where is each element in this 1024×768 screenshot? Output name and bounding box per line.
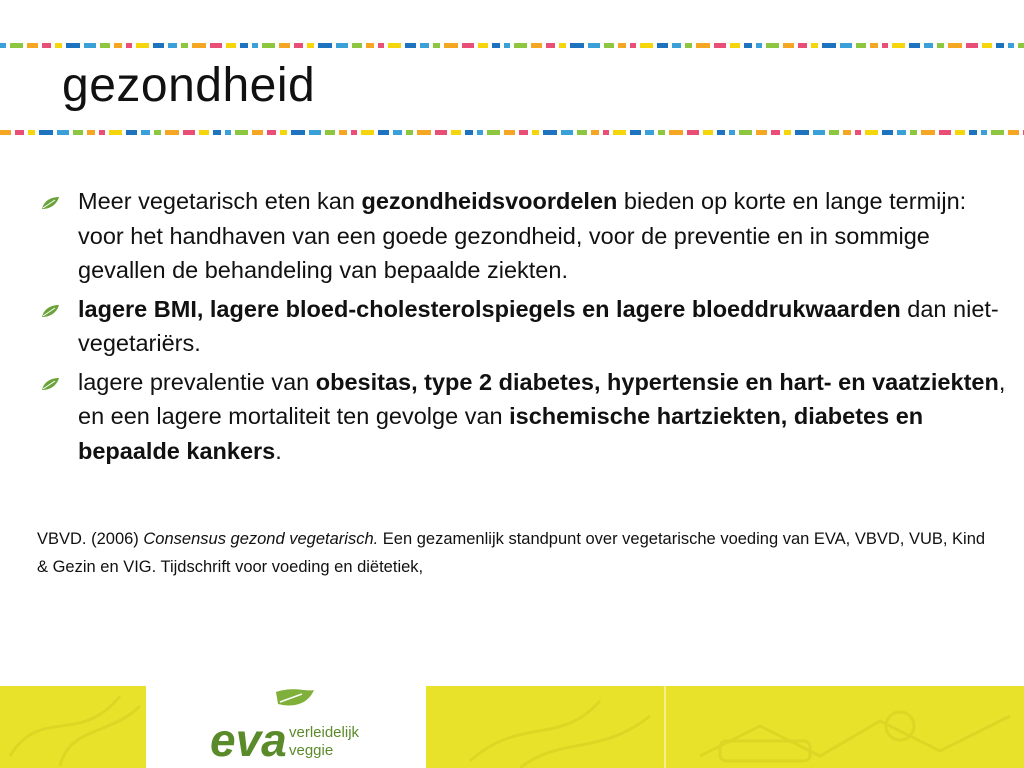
dash-segment: [543, 130, 557, 135]
dash-segment: [165, 130, 179, 135]
dash-segment: [84, 43, 96, 48]
page-title: gezondheid: [62, 59, 316, 112]
dash-segment: [703, 130, 713, 135]
dash-segment: [559, 43, 566, 48]
dash-segment: [630, 130, 641, 135]
dash-segment: [66, 43, 80, 48]
dash-segment: [939, 130, 951, 135]
dash-segment: [618, 43, 626, 48]
dash-segment: [948, 43, 962, 48]
dash-segment: [640, 43, 653, 48]
dash-segment: [478, 43, 488, 48]
dash-segment: [291, 130, 305, 135]
bullet-item: [36, 184, 1011, 288]
dash-segment: [309, 130, 321, 135]
dash-segment: [87, 130, 95, 135]
dash-segment: [504, 43, 510, 48]
dash-segment: [570, 43, 584, 48]
dash-segment: [378, 43, 384, 48]
dash-segment: [591, 130, 599, 135]
dash-segment: [604, 43, 614, 48]
dash-segment: [465, 130, 473, 135]
dash-segment: [235, 130, 248, 135]
dash-segment: [226, 43, 236, 48]
dash-segment: [966, 43, 978, 48]
dash-segment: [487, 130, 500, 135]
dash-segment: [492, 43, 500, 48]
dash-segment: [744, 43, 752, 48]
dash-segment: [756, 43, 762, 48]
dash-segment: [388, 43, 401, 48]
dash-segment: [307, 43, 314, 48]
dash-segment: [444, 43, 458, 48]
dash-segment: [0, 130, 11, 135]
dash-segment: [855, 130, 861, 135]
dash-segment: [57, 130, 69, 135]
dash-segment: [981, 130, 987, 135]
dash-segment: [280, 130, 287, 135]
bullet-item: [36, 292, 1011, 361]
dash-segment: [588, 43, 600, 48]
dash-segment: [955, 130, 965, 135]
dash-segment: [672, 43, 681, 48]
dash-segment: [739, 130, 752, 135]
dash-segment: [504, 130, 515, 135]
dash-segment: [28, 130, 35, 135]
dash-segment: [910, 130, 917, 135]
dash-segment: [546, 43, 555, 48]
dash-segment: [210, 43, 222, 48]
dash-segment: [937, 43, 944, 48]
dash-segment: [924, 43, 933, 48]
dash-segment: [829, 130, 839, 135]
dash-segment: [325, 130, 335, 135]
dash-segment: [405, 43, 416, 48]
dash-segment: [714, 43, 726, 48]
dash-segment: [784, 130, 791, 135]
dash-segment: [55, 43, 62, 48]
dash-segment: [730, 43, 740, 48]
dash-segment: [378, 130, 389, 135]
dash-segment: [0, 43, 6, 48]
dash-segment: [645, 130, 654, 135]
dash-segment: [262, 43, 275, 48]
dash-segment: [514, 43, 527, 48]
dash-segment: [339, 130, 347, 135]
dash-segment: [603, 130, 609, 135]
dash-segment: [42, 43, 51, 48]
dash-segment: [168, 43, 177, 48]
dash-segment: [613, 130, 626, 135]
decorative-dash-line-bottom: [0, 130, 1024, 135]
bullet-text: Meer vegetarisch eten kan gezondheidsvoordelen bieden op korte en lange termijn: voor het handhaven van een goede gezondheid, voor de preventie en in sommige gevallen de behandeling van bepaalde ziekten.: [78, 188, 967, 283]
dash-segment: [126, 130, 137, 135]
dash-segment: [73, 130, 83, 135]
dash-segment: [225, 130, 231, 135]
dash-segment: [141, 130, 150, 135]
dash-segment: [393, 130, 402, 135]
dash-segment: [252, 130, 263, 135]
dash-segment: [420, 43, 429, 48]
leaf-bullet-icon: [40, 196, 60, 210]
dash-segment: [531, 43, 542, 48]
dash-segment: [882, 43, 888, 48]
dash-segment: [126, 43, 132, 48]
dash-segment: [154, 130, 161, 135]
dash-segment: [462, 43, 474, 48]
dash-segment: [882, 130, 893, 135]
dash-segment: [451, 130, 461, 135]
dash-segment: [1008, 43, 1014, 48]
dash-segment: [822, 43, 836, 48]
dash-segment: [729, 130, 735, 135]
dash-segment: [100, 43, 110, 48]
dash-segment: [717, 130, 725, 135]
dash-segment: [153, 43, 164, 48]
dash-segment: [892, 43, 905, 48]
dash-segment: [417, 130, 431, 135]
dash-segment: [843, 130, 851, 135]
dash-segment: [991, 130, 1004, 135]
dash-segment: [183, 130, 195, 135]
logo-line2: veggie: [289, 742, 334, 759]
dash-segment: [771, 130, 780, 135]
dash-segment: [519, 130, 528, 135]
dash-segment: [435, 130, 447, 135]
bullet-text: lagere BMI, lagere bloed-cholesterolspiegels en lagere bloeddrukwaarden dan niet-vegetariërs.: [78, 295, 999, 356]
dash-segment: [477, 130, 483, 135]
dash-segment: [27, 43, 38, 48]
dash-segment: [909, 43, 920, 48]
leaf-bullet-icon: [40, 304, 60, 318]
logo-line1: verleidelijk: [289, 724, 360, 741]
dash-segment: [267, 130, 276, 135]
dash-segment: [687, 130, 699, 135]
dash-segment: [252, 43, 258, 48]
dash-segment: [669, 130, 683, 135]
dash-segment: [532, 130, 539, 135]
dash-segment: [756, 130, 767, 135]
dash-segment: [15, 130, 24, 135]
dash-segment: [240, 43, 248, 48]
dash-segment: [766, 43, 779, 48]
dash-segment: [109, 130, 122, 135]
dash-segment: [279, 43, 290, 48]
dash-segment: [856, 43, 866, 48]
dash-segment: [294, 43, 303, 48]
logo-mark-text: eva: [210, 714, 287, 766]
dash-segment: [318, 43, 332, 48]
dash-segment: [561, 130, 573, 135]
dash-segment: [696, 43, 710, 48]
dash-segment: [685, 43, 692, 48]
dash-segment: [361, 130, 374, 135]
decorative-dash-line-top: [0, 43, 1024, 48]
logo-area: [146, 686, 426, 768]
dash-segment: [811, 43, 818, 48]
dash-segment: [192, 43, 206, 48]
dash-segment: [352, 43, 362, 48]
dash-segment: [982, 43, 992, 48]
dash-segment: [795, 130, 809, 135]
dash-segment: [136, 43, 149, 48]
dash-segment: [433, 43, 440, 48]
dash-segment: [783, 43, 794, 48]
bullet-text: lagere prevalentie van obesitas, type 2 diabetes, hypertensie en hart- en vaatziekten, en een lagere mortaliteit ten gevolge van ischemische hartziekten, diabetes en bepaalde kankers.: [78, 368, 1006, 464]
dash-segment: [1018, 43, 1024, 48]
dash-segment: [366, 43, 374, 48]
dash-segment: [840, 43, 852, 48]
dash-segment: [199, 130, 209, 135]
dash-segment: [897, 130, 906, 135]
dash-segment: [577, 130, 587, 135]
dash-segment: [39, 130, 53, 135]
dash-segment: [969, 130, 977, 135]
dash-segment: [630, 43, 636, 48]
dash-segment: [181, 43, 188, 48]
dash-segment: [658, 130, 665, 135]
dash-segment: [114, 43, 122, 48]
dash-segment: [336, 43, 348, 48]
dash-segment: [798, 43, 807, 48]
dash-segment: [657, 43, 668, 48]
dash-segment: [99, 130, 105, 135]
dash-segment: [406, 130, 413, 135]
bullet-list: [36, 184, 1011, 472]
dash-segment: [213, 130, 221, 135]
dash-segment: [865, 130, 878, 135]
dash-segment: [351, 130, 357, 135]
dash-segment: [10, 43, 23, 48]
reference-citation: VBVD. (2006) Consensus gezond vegetarisch. Een gezamenlijk standpunt over vegetarische voeding van EVA, VBVD, VUB, Kind & Gezin en VIG. Tijdschrift voor voeding en diëtetiek,: [37, 529, 986, 576]
dash-segment: [813, 130, 825, 135]
dash-segment: [921, 130, 935, 135]
dash-segment: [870, 43, 878, 48]
dash-segment: [1008, 130, 1019, 135]
bullet-item: [36, 365, 1011, 469]
dash-segment: [996, 43, 1004, 48]
leaf-bullet-icon: [40, 377, 60, 391]
